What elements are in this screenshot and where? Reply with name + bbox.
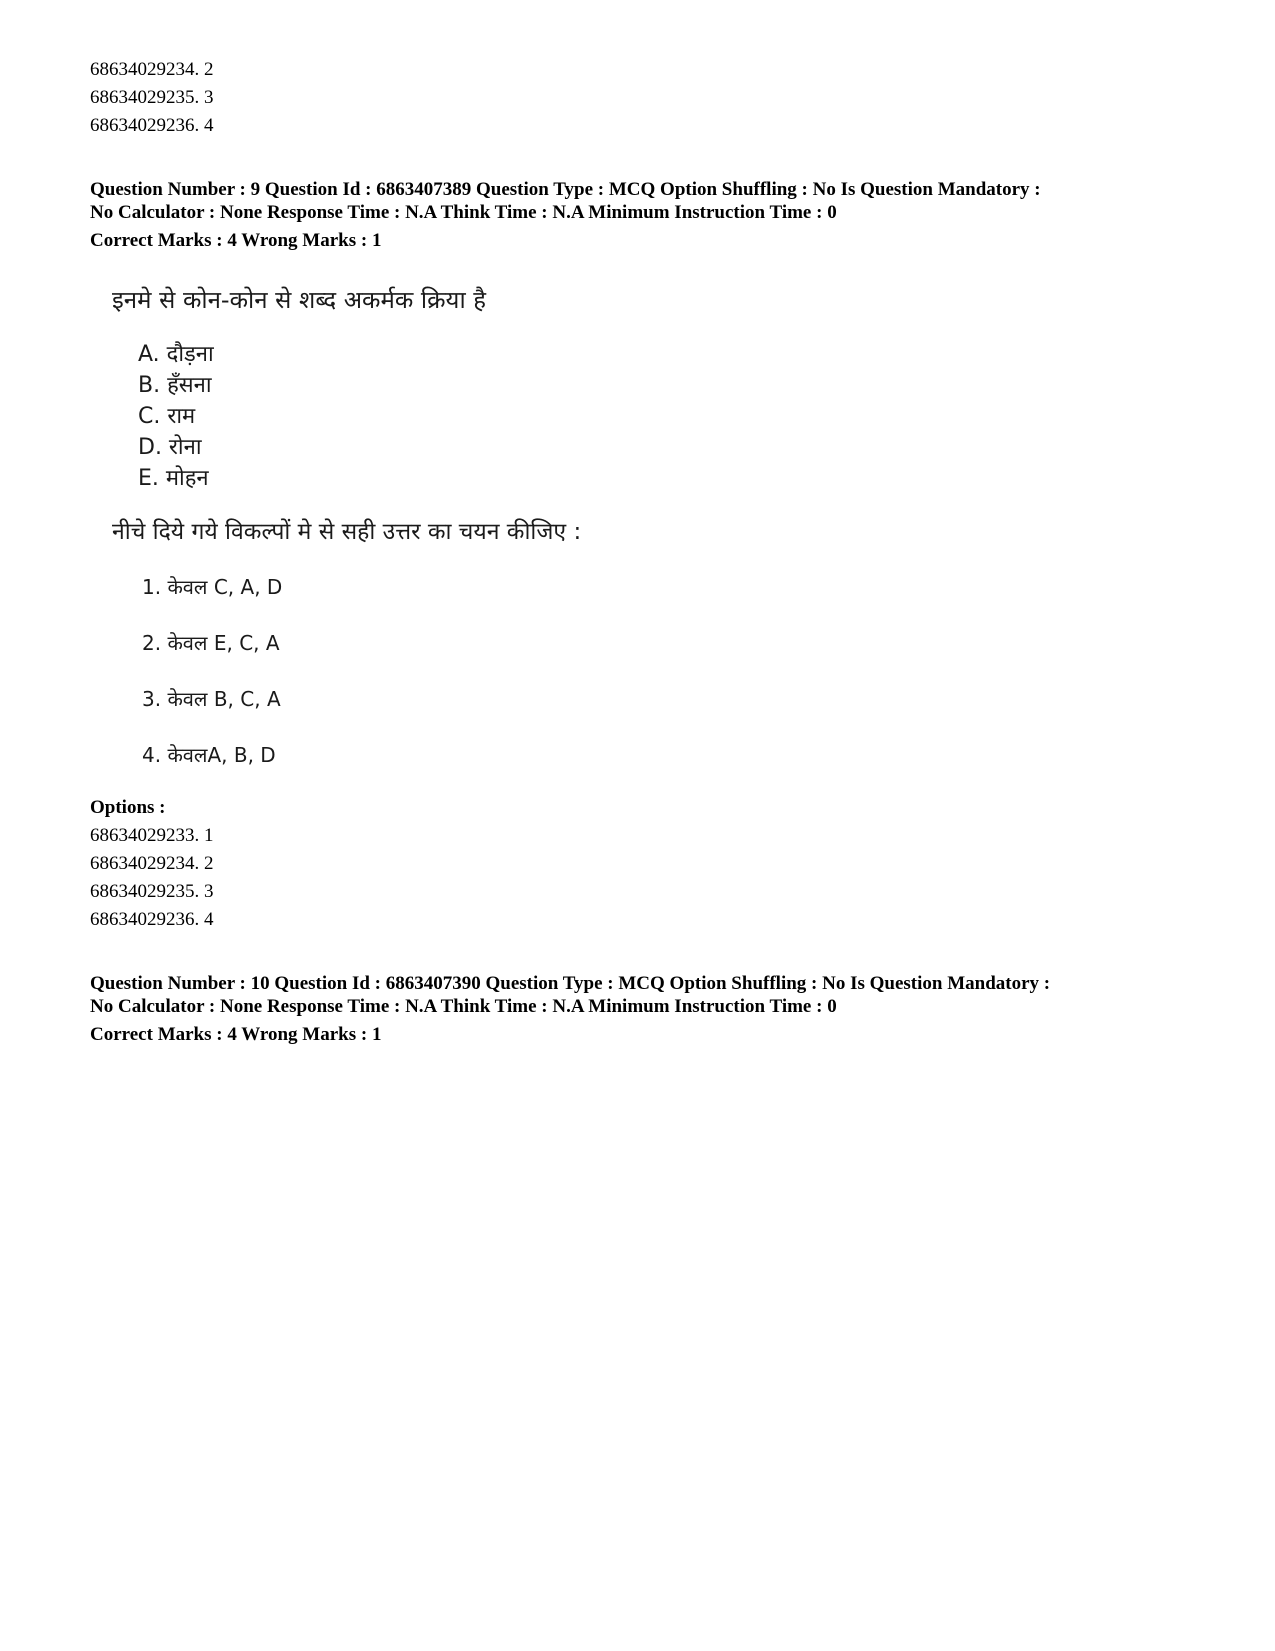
prev-option-2: 68634029234. 2 <box>90 59 214 80</box>
q9-choice-1: 1. केवल C, A, D <box>142 575 283 599</box>
q9-header-line1: Question Number : 9 Question Id : 6863407389 Question Type : MCQ Option Shuffling : No Is Question Mandatory : <box>90 179 1041 200</box>
q9-option-1: 68634029233. 1 <box>90 825 214 846</box>
q9-option-3: 68634029235. 3 <box>90 881 214 902</box>
q9-statement-b: B. हँसना <box>138 373 212 398</box>
q10-header-line1: Question Number : 10 Question Id : 6863407390 Question Type : MCQ Option Shuffling : No Is Question Mandatory : <box>90 973 1051 994</box>
q9-option-2: 68634029234. 2 <box>90 853 214 874</box>
q10-marks: Correct Marks : 4 Wrong Marks : 1 <box>90 1024 382 1045</box>
q9-statement-a: A. दौड़ना <box>138 342 214 367</box>
prev-option-4: 68634029236. 4 <box>90 115 214 136</box>
q9-header-line2: No Calculator : None Response Time : N.A Think Time : N.A Minimum Instruction Time : 0 <box>90 202 837 223</box>
q9-instruction: नीचे दिये गये विकल्पों मे से सही उत्तर का चयन कीजिए : <box>112 519 582 545</box>
q9-choice-2: 2. केवल E, C, A <box>142 631 280 655</box>
q9-choice-3: 3. केवल B, C, A <box>142 687 281 711</box>
q10-header-line2: No Calculator : None Response Time : N.A Think Time : N.A Minimum Instruction Time : 0 <box>90 996 837 1017</box>
q9-marks: Correct Marks : 4 Wrong Marks : 1 <box>90 230 382 251</box>
q9-statement-d: D. रोना <box>138 435 202 460</box>
q9-choice-4: 4. केवलA, B, D <box>142 743 276 767</box>
q9-statement-e: E. मोहन <box>138 466 209 491</box>
q9-stem: इनमे से कोन-कोन से शब्द अकर्मक क्रिया है <box>112 286 487 314</box>
q9-option-4: 68634029236. 4 <box>90 909 214 930</box>
prev-option-3: 68634029235. 3 <box>90 87 214 108</box>
q9-statement-c: C. राम <box>138 404 196 429</box>
q9-options-label: Options : <box>90 797 166 818</box>
